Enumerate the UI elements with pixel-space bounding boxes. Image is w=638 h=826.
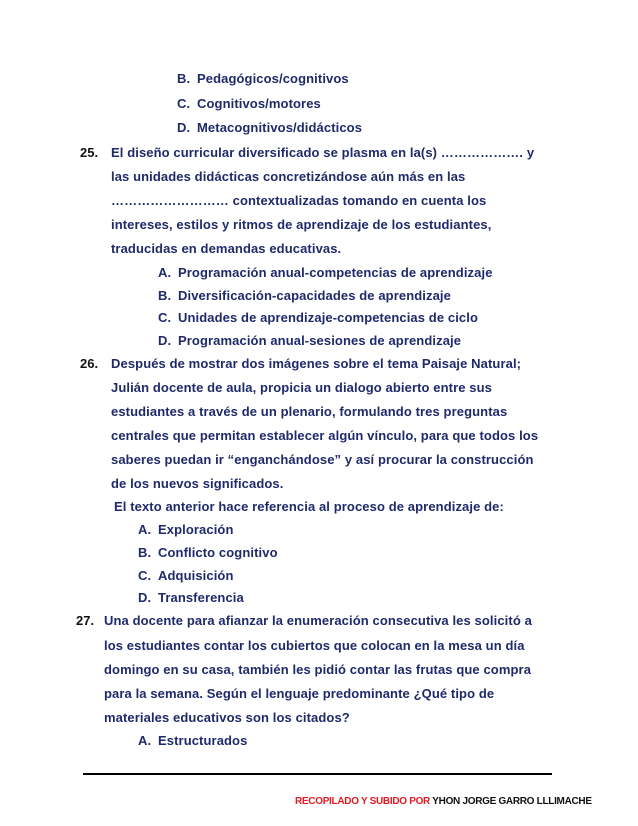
option-letter: A. bbox=[158, 265, 172, 280]
option-letter: C. bbox=[158, 310, 172, 325]
q27-line-3: domingo en su casa, también les pidió contar las frutas que compra bbox=[104, 662, 532, 677]
option-text: Metacognitivos/didácticos bbox=[197, 120, 363, 135]
q26-prompt: El texto anterior hace referencia al proceso de aprendizaje de: bbox=[114, 499, 504, 514]
option-text: Transferencia bbox=[158, 590, 244, 605]
option-letter: C. bbox=[138, 568, 152, 583]
option-text: Exploración bbox=[158, 522, 234, 537]
option-text: Unidades de aprendizaje-competencias de ciclo bbox=[178, 310, 478, 325]
question-number-27: 27. bbox=[76, 613, 95, 628]
footer-divider bbox=[83, 773, 552, 775]
option-letter: D. bbox=[138, 590, 152, 605]
q26-line-3: estudiantes a través de un plenario, formulando tres preguntas bbox=[111, 404, 508, 419]
option-letter: B. bbox=[158, 288, 172, 303]
q25-option-a bbox=[158, 265, 493, 281]
option-text: Pedagógicos/cognitivos bbox=[197, 71, 349, 86]
question-number-26: 26. bbox=[80, 356, 99, 371]
q24-option-c bbox=[177, 96, 321, 112]
option-text: Cognitivos/motores bbox=[197, 96, 321, 111]
option-letter: A. bbox=[138, 522, 152, 537]
q27-line-4: para la semana. Según el lenguaje predominante ¿Qué tipo de bbox=[104, 686, 495, 701]
q24-option-d bbox=[177, 120, 362, 136]
option-text: Conflicto cognitivo bbox=[158, 545, 278, 560]
q25-option-c bbox=[158, 310, 478, 326]
option-text: Estructurados bbox=[158, 733, 248, 748]
option-text: Programación anual-sesiones de aprendizaje bbox=[178, 333, 462, 348]
q25-option-b bbox=[158, 288, 451, 304]
q26-line-5: saberes puedan ir “enganchándose” y así procurar la construcción bbox=[111, 452, 534, 467]
q26-line-2: Julián docente de aula, propicia un dialogo abierto entre sus bbox=[111, 380, 493, 395]
option-text: Programación anual-competencias de aprendizaje bbox=[178, 265, 493, 280]
q25-line-3: ……………………… contextualizadas tomando en cuenta los bbox=[111, 193, 487, 208]
footer-credit bbox=[295, 796, 592, 807]
question-number-25: 25. bbox=[80, 145, 99, 160]
q27-option-a bbox=[138, 733, 247, 749]
q27-line-2: los estudiantes contar los cubiertos que colocan en la mesa un día bbox=[104, 638, 525, 653]
q25-line-5: traducidas en demandas educativas. bbox=[111, 241, 342, 256]
option-letter: D. bbox=[158, 333, 172, 348]
q26-option-b bbox=[138, 545, 278, 561]
q26-line-6: de los nuevos significados. bbox=[111, 476, 284, 491]
footer-credit-red: RECOPILADO Y SUBIDO POR bbox=[295, 796, 433, 807]
option-letter: C. bbox=[177, 96, 191, 111]
q25-option-d bbox=[158, 333, 461, 349]
footer-credit-author: YHON JORGE GARRO LLLIMACHE bbox=[432, 796, 592, 807]
q27-line-5: materiales educativos son los citados? bbox=[104, 710, 350, 725]
option-text: Diversificación-capacidades de aprendizaje bbox=[178, 288, 451, 303]
q26-option-a bbox=[138, 522, 234, 538]
q26-option-d bbox=[138, 590, 244, 606]
q27-line-1: Una docente para afianzar la enumeración consecutiva les solicitó a bbox=[104, 613, 532, 628]
option-letter: B. bbox=[177, 71, 191, 86]
q25-line-1: El diseño curricular diversificado se plasma en la(s) ………………. y bbox=[111, 145, 535, 160]
option-letter: B. bbox=[138, 545, 152, 560]
option-text: Adquisición bbox=[158, 568, 234, 583]
q26-option-c bbox=[138, 568, 234, 584]
q24-option-b bbox=[177, 71, 349, 87]
q26-line-4: centrales que permitan establecer algún vínculo, para que todos los bbox=[111, 428, 539, 443]
option-letter: D. bbox=[177, 120, 191, 135]
q25-line-4: intereses, estilos y ritmos de aprendizaje de los estudiantes, bbox=[111, 217, 492, 232]
q25-line-2: las unidades didácticas concretizándose aún más en las bbox=[111, 169, 466, 184]
option-letter: A. bbox=[138, 733, 152, 748]
q26-line-1: Después de mostrar dos imágenes sobre el tema Paisaje Natural; bbox=[111, 356, 522, 371]
